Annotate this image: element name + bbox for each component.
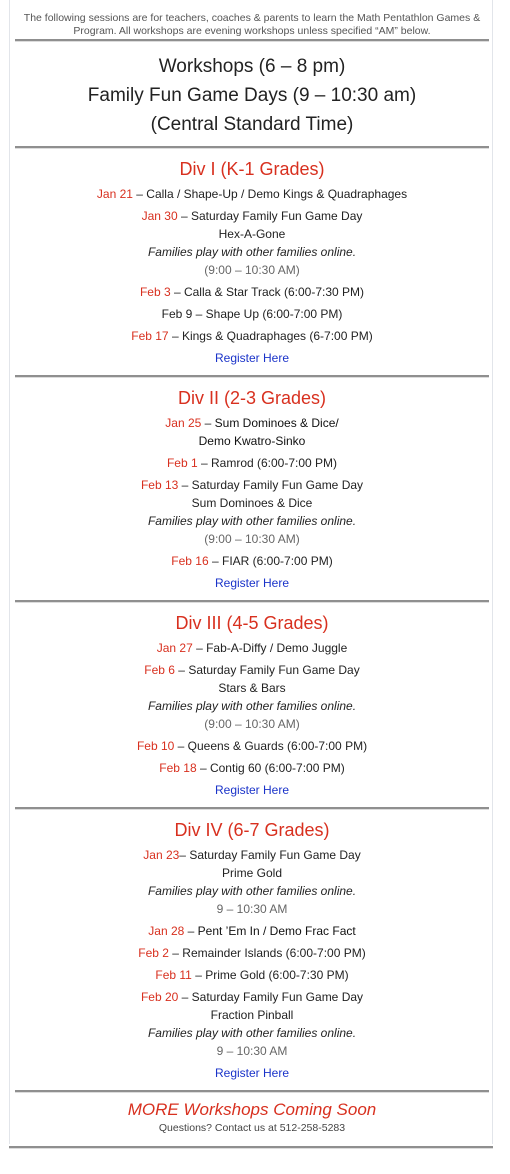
event-text: Calla / Shape-Up / Demo Kings & Quadraphages [146,187,408,201]
event-date: Jan 27 [156,641,193,655]
event-line [15,639,489,657]
event-separator: – [179,848,190,862]
event-text: Sum Dominoes & Dice/ [214,416,339,430]
event-item [15,185,489,203]
event-line [15,661,489,679]
event-note: Families play with other families online. [147,1026,357,1040]
event-text: Ramrod (6:00-7:00 PM) [210,456,338,470]
event-date: Feb 10 [136,739,175,753]
event-line [15,759,489,777]
event-note: Families play with other families online. [147,245,357,259]
event-separator: – [132,187,147,201]
event-separator: – [201,416,215,430]
event-line [15,988,489,1006]
event-date: Feb 1 [166,456,198,470]
workshops-page [15,0,489,1135]
event-text: Contig 60 (6:00-7:00 PM) [209,761,345,775]
event-date: Jan 25 [165,416,202,430]
event-item [15,552,489,570]
event-item [15,283,489,301]
event-time: (9:00 – 10:30 AM) [204,532,300,546]
division-section [15,810,489,1090]
event-item [15,922,489,940]
event-text: Feb 9 – Shape Up (6:00-7:00 PM) [161,307,343,321]
event-line [15,679,489,697]
event-text: Calla & Star Track (6:00-7:30 PM) [183,285,365,299]
division-section [15,378,489,600]
event-separator: – [178,478,192,492]
register-link[interactable]: Register Here [214,351,290,365]
division-section [15,149,489,375]
event-line [15,305,489,323]
register-link[interactable]: Register Here [214,1066,290,1080]
event-item [15,327,489,345]
division-title: Div I (K-1 Grades) [179,159,325,179]
event-text: Prime Gold (6:00-7:30 PM) [205,968,349,982]
event-time: 9 – 10:30 AM [216,1044,288,1058]
more-workshops-text: MORE Workshops Coming Soon [127,1100,377,1119]
event-date: Feb 2 [138,946,169,960]
divisions-list [15,149,489,1093]
division-title: Div II (2-3 Grades) [177,388,327,408]
bottom-divider [9,1146,493,1149]
event-line [15,864,489,882]
event-line [15,737,489,755]
event-line [15,1006,489,1024]
event-separator: – [191,968,206,982]
event-date: Jan 30 [141,209,178,223]
event-note: Families play with other families online. [147,699,357,713]
event-text: Queens & Guards (6:00-7:00 PM) [187,739,368,753]
register-link[interactable]: Register Here [214,783,290,797]
event-text: Saturday Family Fun Game Day [191,990,364,1004]
event-item [15,454,489,472]
event-separator: – [208,554,222,568]
event-line [15,944,489,962]
title-line-family-days: Family Fun Game Days (9 – 10:30 am) [87,85,417,106]
event-item [15,207,489,279]
event-date: Feb 11 [155,968,192,982]
event-line [15,552,489,570]
event-line [15,207,489,225]
event-item [15,966,489,984]
intro-text [15,0,489,39]
title-line-timezone: (Central Standard Time) [150,114,354,135]
event-date: Jan 28 [148,924,185,938]
event-item [15,476,489,548]
event-separator: – [196,761,210,775]
event-item [15,639,489,657]
event-date: Feb 20 [140,990,179,1004]
event-separator: – [168,946,183,960]
event-text: Fraction Pinball [210,1008,294,1022]
event-line [15,225,489,243]
event-text: Sum Dominoes & Dice [191,496,313,510]
event-item [15,846,489,918]
event-text: FIAR (6:00-7:00 PM) [222,554,333,568]
event-line [15,922,489,940]
event-item [15,737,489,755]
event-text: Pent ’Em In / Demo Frac Fact [197,924,356,938]
event-date: Feb 3 [139,285,171,299]
event-separator: – [177,209,191,223]
event-separator: – [168,329,182,343]
event-line [15,846,489,864]
event-date: Jan 23 [143,848,180,862]
event-text: Stars & Bars [218,681,286,695]
event-separator: – [174,739,188,753]
event-text: Remainder Islands (6:00-7:00 PM) [182,946,366,960]
division-title: Div III (4-5 Grades) [175,613,329,633]
event-date: Jan 21 [96,187,133,201]
event-separator: – [170,285,184,299]
event-date: Feb 17 [131,329,169,343]
event-line [15,432,489,450]
event-text: Prime Gold [221,866,283,880]
event-line [15,414,489,432]
event-text: Kings & Quadraphages (6-7:00 PM) [181,329,373,343]
event-separator: – [197,456,211,470]
event-text: Saturday Family Fun Game Day [190,209,363,223]
event-separator: – [184,924,198,938]
event-line [15,283,489,301]
event-date: Feb 18 [159,761,197,775]
event-text: Saturday Family Fun Game Day [191,478,364,492]
event-note: Families play with other families online. [147,884,357,898]
event-item [15,944,489,962]
event-separator: – [192,641,207,655]
event-line [15,185,489,203]
event-text: Saturday Family Fun Game Day [189,848,361,862]
event-line [15,454,489,472]
event-line [15,327,489,345]
contact-text: Questions? Contact us at 512-258-5283 [158,1122,346,1134]
event-text: Fab-A-Diffy / Demo Juggle [206,641,348,655]
event-line [15,476,489,494]
event-text: Hex-A-Gone [218,227,286,241]
event-time: (9:00 – 10:30 AM) [204,717,300,731]
event-item [15,414,489,450]
event-item [15,305,489,323]
event-line [15,966,489,984]
event-note: Families play with other families online. [147,514,357,528]
event-date: Feb 6 [144,663,175,677]
division-section [15,603,489,807]
intro-line: Program. All workshops are evening workshops unless specified “AM” below. [73,25,431,37]
event-date: Feb 16 [171,554,209,568]
event-date: Feb 13 [140,478,179,492]
event-line [15,494,489,512]
intro-line: The following sessions are for teachers, coaches & parents to learn the Math Pentathlon Games & [23,12,481,24]
event-item [15,988,489,1060]
event-separator: – [178,990,192,1004]
event-item [15,661,489,733]
event-text: Saturday Family Fun Game Day [188,663,360,677]
event-item [15,759,489,777]
page-title [15,42,489,146]
register-link[interactable]: Register Here [214,576,290,590]
event-time: (9:00 – 10:30 AM) [204,263,300,277]
event-time: 9 – 10:30 AM [216,902,288,916]
event-text: Demo Kwatro-Sinko [198,434,306,448]
title-line-workshops: Workshops (6 – 8 pm) [158,56,346,77]
division-title: Div IV (6-7 Grades) [174,820,330,840]
event-separator: – [174,663,189,677]
